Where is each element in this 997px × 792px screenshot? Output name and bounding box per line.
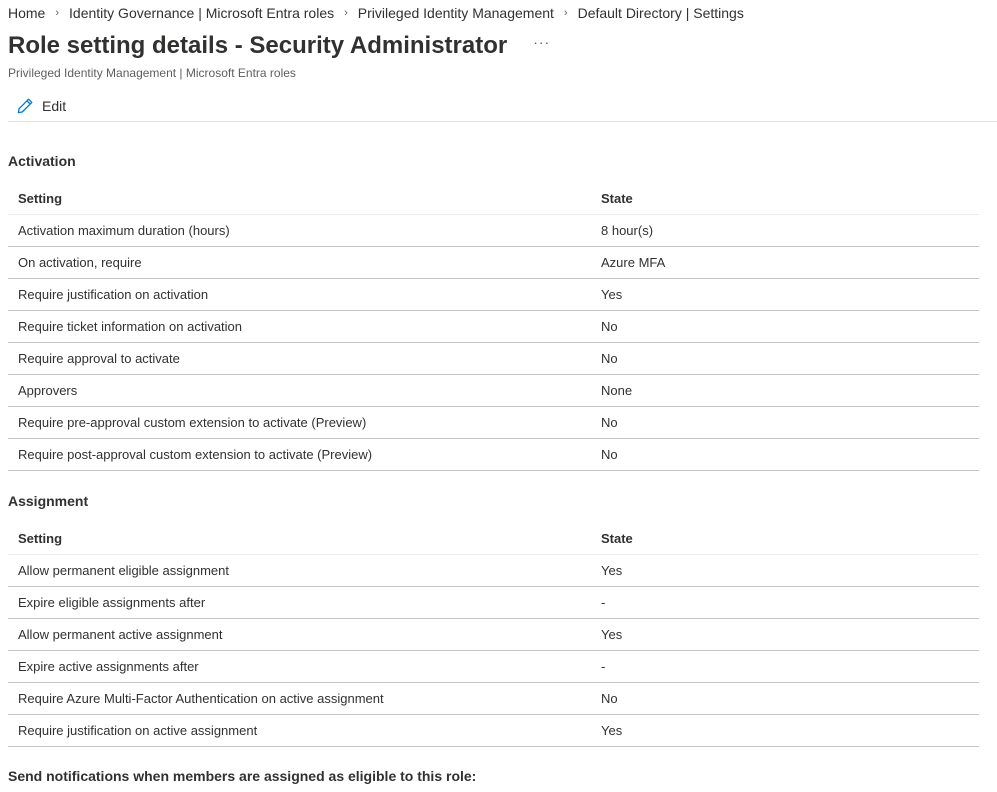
table-header-row <box>8 522 979 555</box>
more-options-button[interactable]: ··· <box>533 34 551 50</box>
table-row <box>8 651 979 683</box>
column-header-state: State <box>591 182 979 215</box>
table-row <box>8 215 979 247</box>
setting-cell: Require approval to activate <box>8 343 591 375</box>
setting-cell: Expire active assignments after <box>8 651 591 683</box>
assignment-section-title: Assignment <box>8 493 89 509</box>
table-row <box>8 619 979 651</box>
state-cell: Yes <box>591 619 979 651</box>
command-bar <box>8 90 997 122</box>
setting-cell: On activation, require <box>8 247 591 279</box>
table-row <box>8 375 979 407</box>
breadcrumb-pim[interactable]: Privileged Identity Management <box>357 5 554 21</box>
breadcrumb-identity-governance[interactable]: Identity Governance | Microsoft Entra roles <box>69 5 335 21</box>
setting-cell: Approvers <box>8 375 591 407</box>
table-header-row <box>8 182 979 215</box>
assignment-table <box>8 522 979 747</box>
table-row <box>8 715 979 747</box>
table-row <box>8 439 979 471</box>
state-cell: No <box>591 343 979 375</box>
title-row <box>8 26 997 66</box>
state-cell: Yes <box>591 715 979 747</box>
page-title: Role setting details - Security Administrator <box>8 32 508 59</box>
state-cell: 8 hour(s) <box>591 215 979 247</box>
breadcrumb <box>8 0 997 26</box>
activation-section-title: Activation <box>8 153 76 169</box>
setting-cell: Require justification on activation <box>8 279 591 311</box>
setting-cell: Allow permanent eligible assignment <box>8 555 591 587</box>
table-row <box>8 279 979 311</box>
pencil-icon <box>16 97 42 115</box>
table-row <box>8 311 979 343</box>
setting-cell: Require pre-approval custom extension to activate (Preview) <box>8 407 591 439</box>
breadcrumb-home[interactable]: Home <box>8 5 46 21</box>
page-subtitle: Privileged Identity Management | Microsoft Entra roles <box>8 66 296 80</box>
setting-cell: Require post-approval custom extension to activate (Preview) <box>8 439 591 471</box>
activation-table <box>8 182 979 471</box>
notifications-section-title: Send notifications when members are assigned as eligible to this role: <box>8 768 477 784</box>
chevron-right-icon: › <box>563 7 568 19</box>
state-cell: None <box>591 375 979 407</box>
state-cell: No <box>591 683 979 715</box>
table-row <box>8 587 979 619</box>
state-cell: Yes <box>591 555 979 587</box>
state-cell: Yes <box>591 279 979 311</box>
table-row <box>8 683 979 715</box>
state-cell: - <box>591 651 979 683</box>
table-row <box>8 247 979 279</box>
table-row <box>8 407 979 439</box>
state-cell: - <box>591 587 979 619</box>
edit-button[interactable] <box>8 92 74 120</box>
table-row <box>8 555 979 587</box>
breadcrumb-settings[interactable]: Default Directory | Settings <box>577 5 744 21</box>
state-cell: Azure MFA <box>591 247 979 279</box>
chevron-right-icon: › <box>344 7 348 19</box>
chevron-right-icon: › <box>55 7 60 19</box>
setting-cell: Allow permanent active assignment <box>8 619 591 651</box>
state-cell: No <box>591 439 979 471</box>
table-row <box>8 343 979 375</box>
state-cell: No <box>591 407 979 439</box>
column-header-setting: Setting <box>8 522 591 555</box>
state-cell: No <box>591 311 979 343</box>
setting-cell: Require ticket information on activation <box>8 311 591 343</box>
edit-label: Edit <box>42 97 67 114</box>
setting-cell: Require Azure Multi-Factor Authentication on active assignment <box>8 683 591 715</box>
column-header-setting: Setting <box>8 182 591 215</box>
column-header-state: State <box>591 522 979 555</box>
setting-cell: Require justification on active assignment <box>8 715 591 747</box>
setting-cell: Expire eligible assignments after <box>8 587 591 619</box>
setting-cell: Activation maximum duration (hours) <box>8 215 591 247</box>
